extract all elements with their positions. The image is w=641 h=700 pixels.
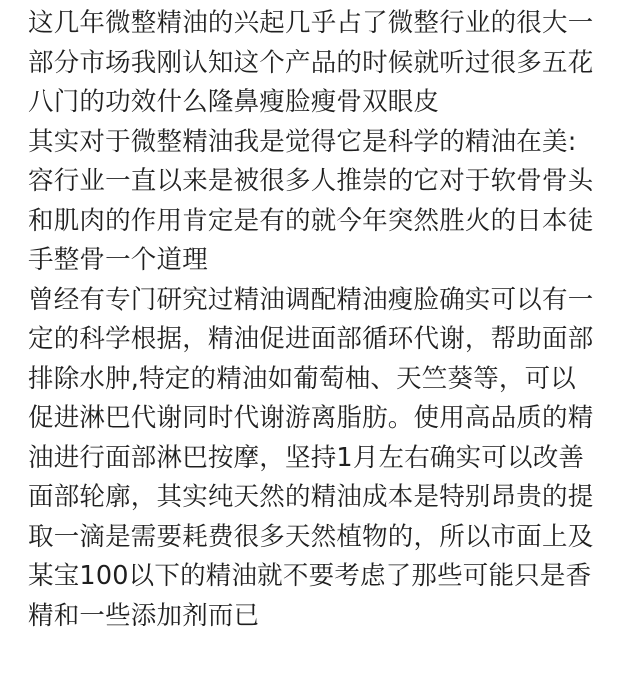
text-line: 和肌肉的作用肯定是有的就今年突然胜火的日本徒 — [28, 205, 594, 236]
text-line: 定的科学根据，精油促进面部循环代谢，帮助面部 — [28, 324, 594, 354]
text-line: 这几年微整精油的兴起几乎占了微整行业的很大一 — [28, 8, 594, 38]
text-line: 其实对于微整精油我是觉得它是科学的精油在美: — [28, 126, 577, 157]
text-line: 部分市场我刚认知这个产品的时候就听过很多五花 — [28, 47, 594, 78]
text-line: 容行业一直以来是被很多人推崇的它对于软骨骨头 — [28, 166, 594, 196]
text-line: 取一滴是需要耗费很多天然植物的，所以市面上及 — [28, 521, 594, 552]
text-line: 八门的功效什么隆鼻瘦脸瘦骨双眼皮 — [28, 87, 440, 117]
text-line: 排除水肿,特定的精油如葡萄柚、天竺葵等，可以 — [28, 363, 577, 394]
text-line: 手整骨一个道理 — [28, 245, 208, 275]
text-line: 油进行面部淋巴按摩，坚持1月左右确实可以改善 — [28, 442, 585, 473]
text-line: 促进淋巴代谢同时代谢游离脂肪。使用高品质的精 — [28, 403, 594, 433]
text-line: 精和一些添加剂而已 — [28, 600, 260, 631]
text-line: 面部轮廓，其实纯天然的精油成本是特别昂贵的提 — [28, 482, 594, 512]
article-body — [28, 4, 636, 636]
text-line: 某宝100以下的精油就不要考虑了那些可能只是香 — [28, 561, 592, 591]
text-line: 曾经有专门研究过精油调配精油瘦脸确实可以有一 — [28, 284, 594, 315]
